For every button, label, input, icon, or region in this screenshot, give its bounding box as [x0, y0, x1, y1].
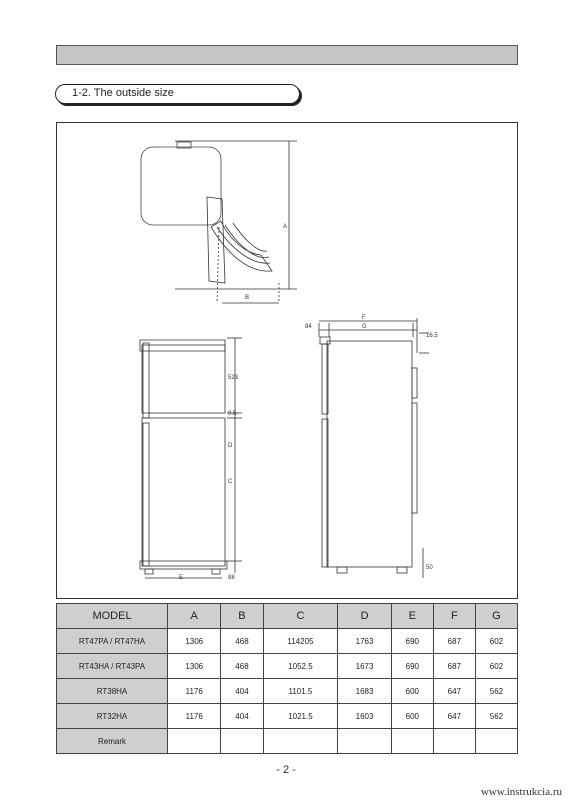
dimension-table	[56, 603, 518, 754]
dim-label-a: A	[283, 224, 288, 230]
table-row	[57, 654, 518, 679]
cell-g: 602	[475, 629, 517, 654]
cell-g: 562	[475, 704, 517, 729]
cell-b	[221, 729, 263, 754]
dim-label-84: 84	[305, 324, 312, 330]
dim-label-50: 50	[426, 565, 433, 571]
dim-label-88: 88	[228, 575, 235, 581]
header-f: F	[433, 604, 475, 629]
dim-label-523: 523	[228, 375, 239, 381]
refrigerator-drawing	[57, 123, 519, 600]
header-model: MODEL	[57, 604, 168, 629]
cell-model: RT43HA / RT43PA	[57, 654, 168, 679]
cell-a: 1306	[168, 629, 221, 654]
cell-c: 1021.5	[263, 704, 338, 729]
page-number: - 2 -	[276, 764, 296, 776]
cell-a: 1306	[168, 654, 221, 679]
cell-remark-label: Remark	[57, 729, 168, 754]
top-view-door-swing	[141, 141, 297, 303]
header-d: D	[338, 604, 391, 629]
dim-label-16-5: 16.5	[426, 333, 438, 339]
dim-label-g: G	[362, 324, 367, 330]
cell-f: 687	[433, 629, 475, 654]
cell-e	[391, 729, 433, 754]
cell-b: 404	[221, 704, 263, 729]
cell-f	[433, 729, 475, 754]
cell-c: 1101.5	[263, 679, 338, 704]
cell-d: 1763	[338, 629, 391, 654]
side-view	[319, 318, 429, 578]
cell-a	[168, 729, 221, 754]
front-view	[140, 338, 242, 578]
cell-g: 602	[475, 654, 517, 679]
cell-f: 687	[433, 654, 475, 679]
cell-model: RT47PA / RT47HA	[57, 629, 168, 654]
cell-c	[263, 729, 338, 754]
cell-f: 647	[433, 704, 475, 729]
table-row-remark	[57, 729, 518, 754]
cell-d: 1603	[338, 704, 391, 729]
cell-b: 404	[221, 679, 263, 704]
cell-b: 468	[221, 654, 263, 679]
cell-c: 114205	[263, 629, 338, 654]
table-row	[57, 629, 518, 654]
table-header-row	[57, 604, 518, 629]
outside-size-figure	[56, 122, 518, 599]
cell-model: RT38HA	[57, 679, 168, 704]
cell-d: 1673	[338, 654, 391, 679]
header-b: B	[221, 604, 263, 629]
header-g: G	[475, 604, 517, 629]
section-title: 1-2. The outside size	[72, 87, 174, 99]
dim-label-e: E	[179, 575, 184, 581]
cell-c: 1052.5	[263, 654, 338, 679]
cell-d: 1683	[338, 679, 391, 704]
table-row	[57, 679, 518, 704]
cell-e: 690	[391, 629, 433, 654]
header-bar	[56, 45, 518, 65]
cell-g: 562	[475, 679, 517, 704]
header-e: E	[391, 604, 433, 629]
cell-a: 1176	[168, 679, 221, 704]
section-title-tab	[55, 84, 300, 104]
header-a: A	[168, 604, 221, 629]
header-c: C	[263, 604, 338, 629]
cell-b: 468	[221, 629, 263, 654]
cell-model: RT32HA	[57, 704, 168, 729]
cell-a: 1176	[168, 704, 221, 729]
dim-label-9-5: 9.5	[228, 411, 237, 417]
watermark: www.instrukcia.ru	[480, 786, 562, 798]
cell-g	[475, 729, 517, 754]
dim-label-d: D	[228, 443, 233, 449]
cell-e: 600	[391, 704, 433, 729]
cell-e: 600	[391, 679, 433, 704]
cell-d	[338, 729, 391, 754]
dim-label-b: B	[245, 295, 250, 301]
cell-e: 690	[391, 654, 433, 679]
dim-label-f: F	[362, 315, 366, 321]
dim-label-c: C	[228, 479, 233, 485]
cell-f: 647	[433, 679, 475, 704]
table-row	[57, 704, 518, 729]
